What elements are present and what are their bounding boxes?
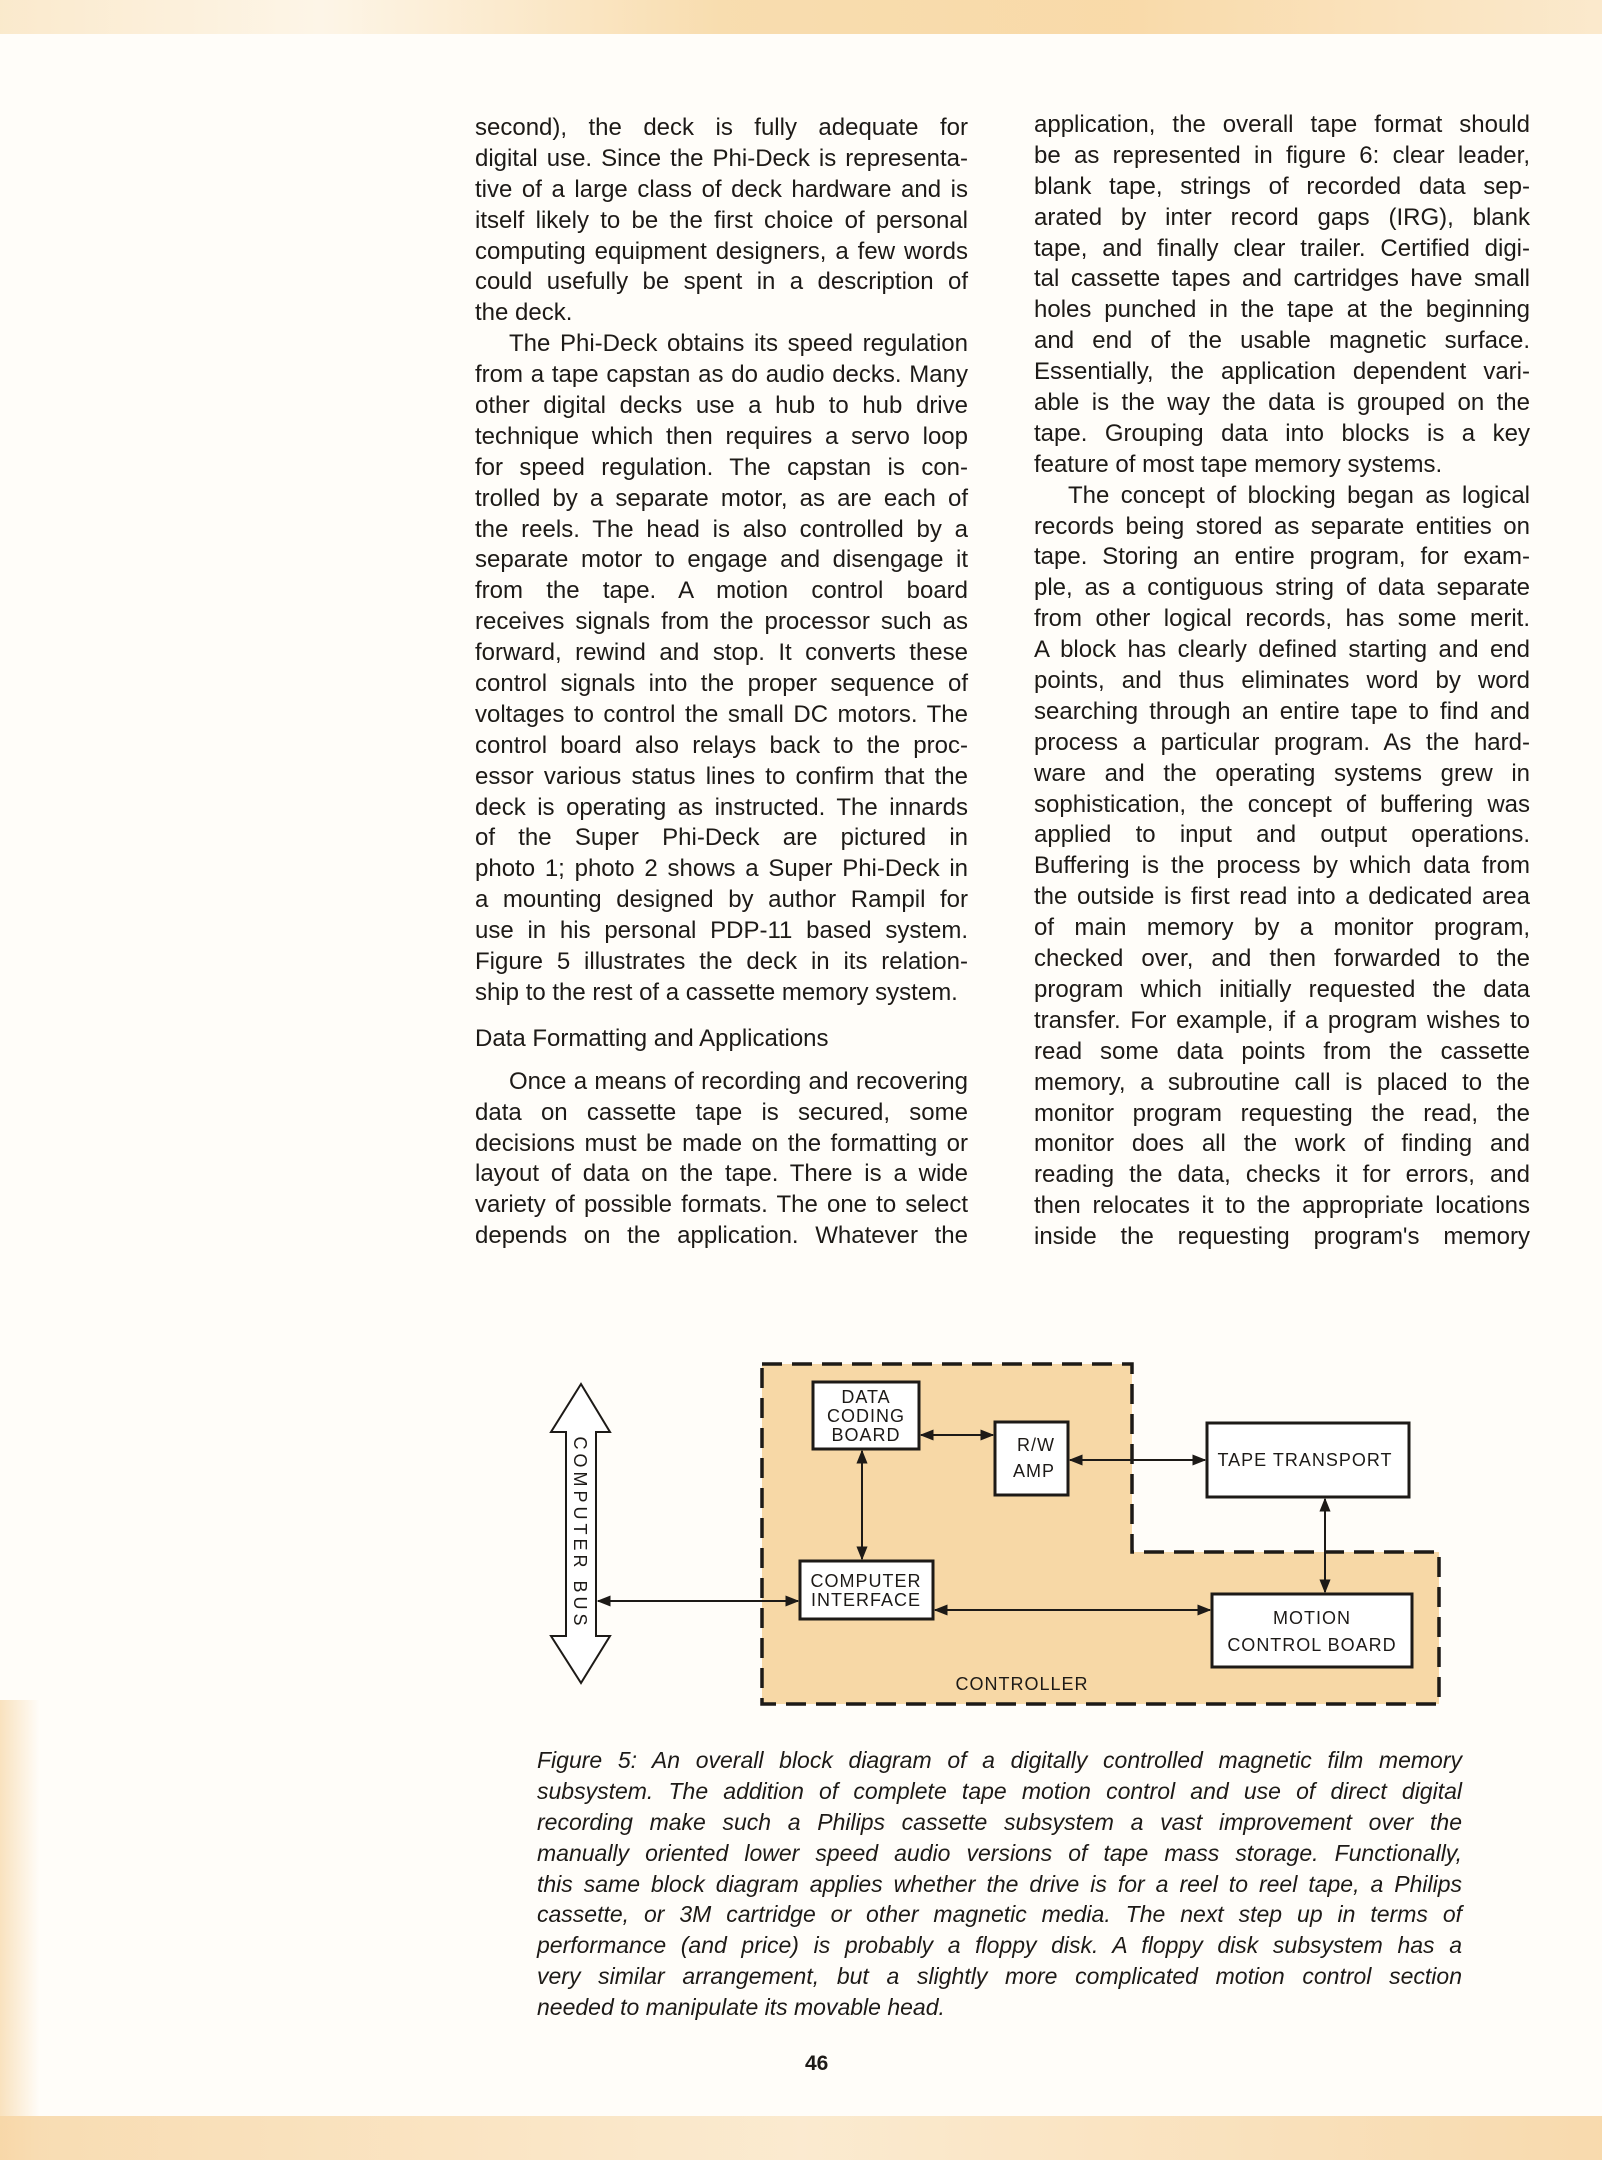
text-line: able is the way the data is grouped on the bbox=[1034, 389, 1530, 417]
text-line: monitor does all the work of finding and bbox=[1034, 1130, 1530, 1158]
text-line: the reels. The head is also controlled by a bbox=[475, 515, 968, 543]
text-line: second), the deck is fully adequate for bbox=[475, 114, 968, 141]
text-line: photo 1; photo 2 shows a Super Phi-Deck in bbox=[475, 855, 968, 883]
text-line: checked over, and then forwarded to the bbox=[1034, 945, 1530, 973]
text-line: then relocates it to the appropriate locations bbox=[1034, 1192, 1530, 1220]
text-line: A block has clearly defined starting and end bbox=[1034, 636, 1530, 664]
text-line: tive of a large class of deck hardware and is bbox=[475, 175, 968, 203]
text-line: applied to input and output operations. bbox=[1034, 821, 1530, 849]
text-line: tape. Grouping data into blocks is a key bbox=[1034, 419, 1530, 447]
caption-line: subsystem. The addition of complete tape motion control and use of direct digital bbox=[537, 1777, 1462, 1804]
page-edge-stain-left bbox=[0, 1700, 40, 2160]
text-line: technique which then requires a servo loop bbox=[475, 422, 968, 450]
text-line: sophistication, the concept of buffering was bbox=[1034, 790, 1530, 818]
text-line: memory, a subroutine call is placed to the bbox=[1034, 1068, 1530, 1096]
text-line: depends on the application. Whatever the bbox=[475, 1222, 968, 1250]
text-line: points, and thus eliminates word by word bbox=[1034, 667, 1530, 695]
text-line: control board also relays back to the proc- bbox=[475, 731, 968, 759]
text-line: for speed regulation. The capstan is con- bbox=[475, 453, 968, 481]
text-line: trolled by a separate motor, as are each of bbox=[475, 484, 968, 512]
rw-amp-label-2: AMP bbox=[1012, 1461, 1056, 1481]
text-line: and end of the usable magnetic surface. bbox=[1034, 327, 1530, 355]
section-heading: Data Formatting and Applications bbox=[475, 1024, 829, 1052]
caption-line: cassette, or 3M cartridge or other magnetic media. The next step up in terms of bbox=[537, 1901, 1462, 1928]
text-line: forward, rewind and stop. It converts these bbox=[475, 639, 968, 667]
page-number: 46 bbox=[805, 2052, 829, 2075]
block-diagram-figure-5 bbox=[520, 1340, 1480, 1720]
text-line: The Phi-Deck obtains its speed regulation bbox=[509, 330, 968, 358]
caption-line: recording make such a Philips cassette subsystem a vast improvement over the bbox=[537, 1808, 1462, 1835]
text-line: deck is operating as instructed. The innards bbox=[475, 793, 968, 821]
right-paragraphs bbox=[1034, 110, 1530, 1253]
text-line: tal cassette tapes and cartridges have small bbox=[1034, 265, 1530, 293]
tape-transport-label: TAPE TRANSPORT bbox=[1217, 1450, 1393, 1470]
data-coding-board-label-3: BOARD bbox=[831, 1425, 901, 1445]
data-coding-board-label-1: DATA bbox=[841, 1387, 891, 1407]
text-line: could usefully be spent in a description of bbox=[475, 268, 968, 296]
text-line: holes punched in the tape at the beginning bbox=[1034, 296, 1530, 324]
paragraph bbox=[475, 1067, 968, 1252]
text-line: application, the overall tape format should bbox=[1034, 111, 1530, 138]
text-line: use in his personal PDP-11 based system. bbox=[475, 917, 968, 945]
text-line: a mounting designed by author Rampil for bbox=[475, 886, 968, 914]
text-line: receives signals from the processor such as bbox=[475, 608, 968, 636]
text-line: monitor program requesting the read, the bbox=[1034, 1099, 1530, 1127]
text-line: Essentially, the application dependent vari- bbox=[1034, 358, 1530, 386]
text-line: itself likely to be the first choice of personal bbox=[475, 206, 968, 234]
text-line: Once a means of recording and recovering bbox=[509, 1067, 968, 1095]
motion-control-board-box bbox=[1212, 1594, 1412, 1667]
text-line: the deck. bbox=[475, 299, 573, 327]
motion-control-board-label-2: CONTROL BOARD bbox=[1227, 1635, 1397, 1655]
caption-line: performance (and price) is probably a floppy disk. A floppy disk subsystem has a bbox=[537, 1932, 1462, 1959]
computer-bus-label: COMPUTER BUS bbox=[570, 1436, 590, 1630]
controller-label: CONTROLLER bbox=[955, 1674, 1089, 1694]
text-line: voltages to control the small DC motors. The bbox=[475, 700, 968, 728]
text-line: program which initially requested the data bbox=[1034, 975, 1530, 1003]
text-line: Figure 5 illustrates the deck in its relation- bbox=[475, 948, 968, 976]
rw-amp-label-1: R/W bbox=[1017, 1435, 1055, 1455]
paragraph bbox=[1034, 481, 1530, 1253]
page-edge-stain-top bbox=[0, 0, 1602, 34]
computer-interface-label-1: COMPUTER bbox=[810, 1571, 922, 1591]
text-line: The concept of blocking began as logical bbox=[1068, 481, 1530, 509]
text-line: read some data points from the cassette bbox=[1034, 1037, 1530, 1065]
left-text-column bbox=[475, 113, 968, 1252]
text-line: be as represented in figure 6: clear leader, bbox=[1034, 141, 1530, 169]
text-line: decisions must be made on the formatting or bbox=[475, 1129, 968, 1157]
text-line: reading the data, checks it for errors, and bbox=[1034, 1161, 1530, 1189]
text-line: digital use. Since the Phi-Deck is representa- bbox=[475, 144, 968, 172]
text-line: ple, as a contiguous string of data separate bbox=[1034, 574, 1530, 602]
rw-amp-box bbox=[995, 1422, 1068, 1495]
text-line: control signals into the proper sequence of bbox=[475, 670, 968, 698]
text-line: of the Super Phi-Deck are pictured in bbox=[475, 824, 968, 852]
paragraph bbox=[475, 113, 968, 329]
computer-interface-label-2: INTERFACE bbox=[810, 1590, 922, 1610]
figure-caption bbox=[537, 1745, 1462, 2023]
text-line: records being stored as separate entities on bbox=[1034, 512, 1530, 540]
caption-line: Figure 5: An overall block diagram of a digitally controlled magnetic film memory bbox=[537, 1747, 1462, 1773]
text-line: transfer. For example, if a program wishes to bbox=[1034, 1006, 1530, 1034]
text-line: computing equipment designers, a few words bbox=[475, 237, 968, 265]
text-line: process a particular program. As the hard- bbox=[1034, 728, 1530, 756]
caption-line: manually oriented lower speed audio versions of tape mass storage. Functionally, bbox=[537, 1839, 1462, 1866]
text-line: from a tape capstan as do audio decks. Many bbox=[475, 361, 968, 389]
text-line: tape. Storing an entire program, for exam- bbox=[1034, 543, 1530, 571]
text-line: inside the requesting program's memory bbox=[1034, 1223, 1530, 1251]
text-line: variety of possible formats. The one to select bbox=[475, 1191, 968, 1219]
text-line: from the tape. A motion control board bbox=[475, 577, 968, 605]
text-line: the outside is first read into a dedicated area bbox=[1034, 883, 1530, 911]
text-line: essor various status lines to confirm that the bbox=[475, 762, 968, 790]
page-edge-stain-bottom bbox=[0, 2116, 1602, 2160]
text-line: Buffering is the process by which data from bbox=[1034, 852, 1530, 880]
data-coding-board-label-2: CODING bbox=[827, 1406, 905, 1426]
text-line: from other logical records, has some merit. bbox=[1034, 605, 1530, 633]
text-line: layout of data on the tape. There is a wide bbox=[475, 1160, 968, 1188]
text-line: of main memory by a monitor program, bbox=[1034, 914, 1530, 942]
text-line: other digital decks use a hub to hub drive bbox=[475, 392, 968, 420]
text-line: tape, and finally clear trailer. Certified digi- bbox=[1034, 234, 1530, 262]
text-line: searching through an entire tape to find and bbox=[1034, 697, 1530, 725]
motion-control-board-label-1: MOTION bbox=[1273, 1608, 1351, 1628]
text-line: ship to the rest of a cassette memory system. bbox=[475, 978, 958, 1006]
text-line: arated by inter record gaps (IRG), blank bbox=[1034, 203, 1530, 231]
paragraph bbox=[475, 329, 968, 1009]
text-line: separate motor to engage and disengage it bbox=[475, 546, 968, 574]
left-paragraphs bbox=[475, 113, 968, 1009]
caption-line: very similar arrangement, but a slightly more complicated motion control section bbox=[537, 1963, 1462, 1990]
text-line: data on cassette tape is secured, some bbox=[475, 1098, 968, 1126]
caption-line: this same block diagram applies whether the drive is for a reel to reel tape, a Philips bbox=[537, 1870, 1462, 1897]
left-paragraphs-after-heading bbox=[475, 1067, 968, 1252]
right-text-column bbox=[1034, 110, 1530, 1253]
caption-line: needed to manipulate its movable head. bbox=[537, 1994, 945, 2021]
text-line: feature of most tape memory systems. bbox=[1034, 450, 1443, 478]
text-line: ware and the operating systems grew in bbox=[1034, 759, 1530, 787]
paragraph bbox=[1034, 110, 1530, 481]
text-line: blank tape, strings of recorded data sep- bbox=[1034, 172, 1530, 200]
